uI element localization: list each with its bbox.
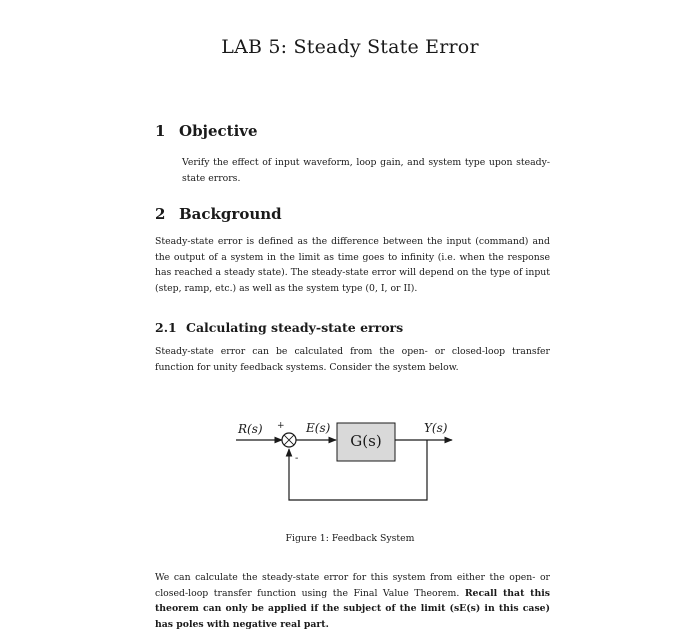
section-number: 1 xyxy=(155,122,166,140)
plant-label: G(s) xyxy=(350,432,382,450)
subsection-number: 2.1 xyxy=(155,320,177,335)
background-paragraph: Steady-state error is defined as the difference between the input (command) and the output of a system in the limit as time goes to infinity (i.e. when the response has reached a steady state). The steady-state error will depend on the type of input (step, ramp, etc.) as well as the system type (0, I, or II). xyxy=(155,236,550,294)
subsection-title: Calculating steady-state errors xyxy=(186,320,404,335)
subsection-heading-calculating xyxy=(155,320,403,335)
section-title: Background xyxy=(179,205,282,223)
minus-sign: - xyxy=(295,453,299,464)
closing-paragraph xyxy=(155,570,550,632)
plus-sign: + xyxy=(277,421,285,431)
calculating-paragraph: Steady-state error can be calculated from the open- or closed-loop transfer function for unity feedback systems. Consider the system below. xyxy=(155,346,550,373)
objective-paragraph: Verify the effect of input waveform, loop gain, and system type upon steady-state errors. xyxy=(182,157,550,184)
page-title: LAB 5: Steady State Error xyxy=(221,36,479,58)
feedback-block-diagram xyxy=(0,415,700,515)
figure-caption: Figure 1: Feedback System xyxy=(285,533,415,544)
section-number: 2 xyxy=(155,205,166,223)
error-label: E(s) xyxy=(306,421,331,435)
input-label: R(s) xyxy=(238,422,263,436)
section-heading-background xyxy=(155,205,282,223)
closing-bold-text: Recall that this theorem can only be applied if the subject of the limit (sE(s) in this case) has poles with negative real part. xyxy=(155,587,550,630)
section-title: Objective xyxy=(179,122,258,140)
output-label: Y(s) xyxy=(424,421,448,435)
closing-text: We can calculate the steady-state error for this system from either the open- or closed-loop transfer function using the Final Value Theorem. xyxy=(155,572,550,599)
section-heading-objective xyxy=(155,122,258,140)
